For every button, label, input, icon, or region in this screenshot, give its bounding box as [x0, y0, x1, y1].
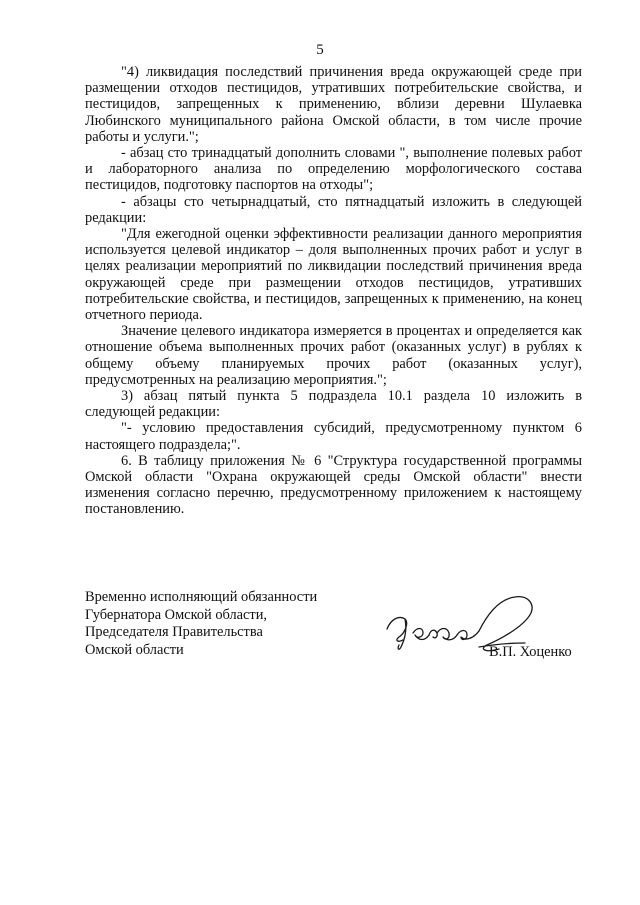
page-number: 5	[316, 42, 324, 58]
paragraph-subsidy-condition: "- условию предоставления субсидий, предусмотренному пунктом 6 настоящего подраздела;".	[85, 420, 582, 453]
signatory-title-line: Омской области	[85, 641, 184, 658]
paragraph-item-4-liquidation: "4) ликвидация последствий причинения вреда окружающей среде при размещении отходов пестицидов, утративших потребительские свойства, и пестицидов, запрещенных к применению, вблизи деревни Шулаевка Любинского муниципального района Омской области, в том числе прочие работы и услуги.";	[85, 64, 582, 145]
signatory-name: В.П. Хоценко	[489, 644, 572, 660]
paragraph-addition-113: - абзац сто тринадцатый дополнить словами ", выполнение полевых работ и лабораторного анализа по определению морфологического состава пестицидов, подготовку паспортов на отходы";	[85, 145, 582, 194]
paragraph-item-6-annex: 6. В таблицу приложения № 6 "Структура государственной программы Омской области "Охрана окружающей среды Омской области" внести изменения согласно перечню, предусмотренному приложением к настоящему постановлению.	[85, 452, 582, 518]
signatory-title-line: Председателя Правительства	[85, 624, 263, 641]
document-body	[85, 64, 582, 518]
paragraph-target-indicator: "Для ежегодной оценки эффективности реализации данного мероприятия используется целевой индикатор – доля выполненных прочих работ и услуг в целях реализации мероприятий по ликвидации последствий причинения вреда окружающей среде при размещении отходов пестицидов, утративших потребительские свойства, и пестицидов, запрещенных к применению, на конец отчетного периода.	[85, 226, 582, 324]
signatory-title	[85, 589, 317, 659]
paragraph-indicator-value: Значение целевого индикатора измеряется в процентах и определяется как отношение объема выполненных прочих работ (оказанных услуг) в рублях к общему объему планируемых прочих работ (оказанных услуг), предусмотренных на реализацию мероприятия.";	[85, 323, 582, 388]
paragraph-restate-114-115: - абзацы сто четырнадцатый, сто пятнадцатый изложить в следующей редакции:	[85, 193, 582, 226]
signatory-title-line: Губернатора Омской области,	[85, 606, 268, 623]
signatory-title-line: Временно исполняющий обязанности	[85, 589, 318, 605]
paragraph-item-3-subsection: 3) абзац пятый пункта 5 подраздела 10.1 раздела 10 изложить в следующей редакции:	[85, 388, 582, 421]
